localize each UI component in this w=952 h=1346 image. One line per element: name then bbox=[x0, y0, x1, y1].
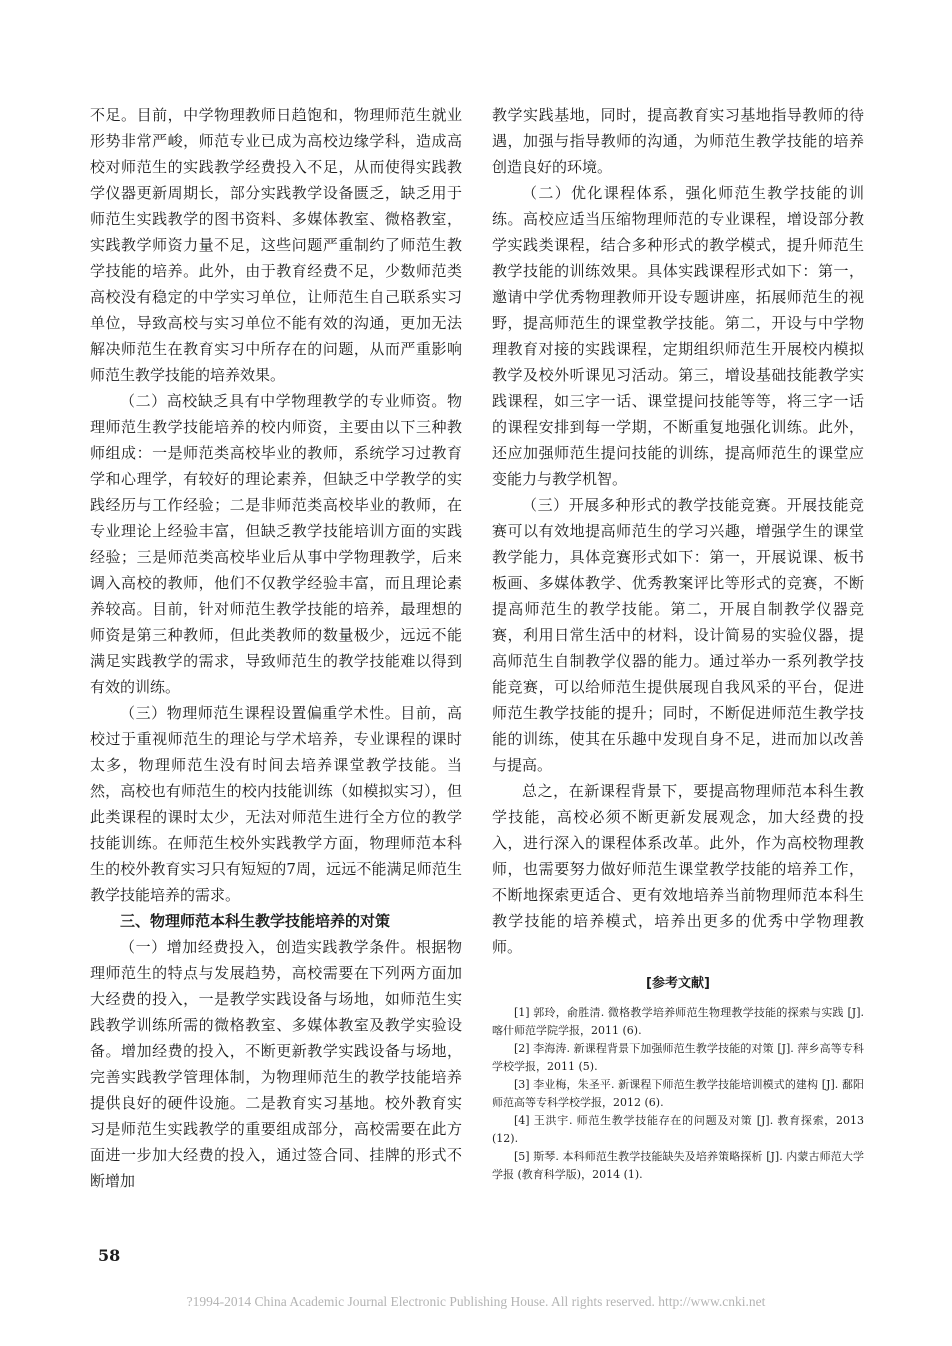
section-heading: 三、物理师范本科生教学技能培养的对策 bbox=[120, 912, 391, 930]
reference-item: [4] 王洪宇. 师范生教学技能存在的问题及对策 [J]. 教育探索，2013 (12). bbox=[492, 1114, 864, 1145]
paragraph: 教学实践基地，同时，提高教育实习基地指导教师的待遇，加强与指导教师的沟通，为师范生教学技能的培养创造良好的环境。 bbox=[492, 106, 864, 176]
copyright-footer: ?1994-2014 China Academic Journal Electronic Publishing House. All rights reserved. http://www.cnki.net bbox=[186, 1294, 766, 1309]
page-number: 58 bbox=[98, 1246, 121, 1265]
paragraph: （三）物理师范生课程设置偏重学术性。目前，高校过于重视师范生的理论与学术培养，专业课程的课时太多，物理师范生没有时间去培养课堂教学技能。当然，高校也有师范生的校内技能训练（如模拟实习），但此类课程的课时太少，无法对师范生进行全方位的教学技能训练。在师范生校外实践教学方面，物理师范本科生的校外教育实习只有短短的7周，远远不能满足师范生教学技能培养的需求。 bbox=[90, 704, 462, 904]
reference-item: [3] 李业梅，朱圣平. 新课程下师范生教学技能培训模式的建构 [J]. 鄱阳师范高等专科学校学报，2012 (6). bbox=[492, 1078, 864, 1109]
reference-item: [1] 郭玲，俞胜清. 微格教学培养师范生物理教学技能的探索与实践 [J]. 喀什师范学院学报，2011 (6). bbox=[492, 1006, 864, 1037]
paragraph: 不足。目前，中学物理教师日趋饱和，物理师范生就业形势非常严峻，师范专业已成为高校边缘学科，造成高校对师范生的实践教学经费投入不足，从而使得实践教学仪器更新周期长，部分实践教学设备匮乏，缺乏用于师范生实践教学的图书资料、多媒体教室、微格教室，实践教学师资力量不足，这些问题严重制约了师范生教学技能的培养。此外，由于教育经费不足，少数师范类高校没有稳定的中学实习单位，让师范生自己联系实习单位，导致高校与实习单位不能有效的沟通，更加无法解决师范生在教育实习中所存在的问题，从而严重影响师范生教学技能的培养效果。 bbox=[90, 106, 462, 384]
paragraph: （二）优化课程体系，强化师范生教学技能的训练。高校应适当压缩物理师范的专业课程，增设部分教学实践类课程，结合多种形式的教学模式，提升师范生教学技能的训练效果。具体实践课程形式如下：第一，邀请中学优秀物理教师开设专题讲座，拓展师范生的视野，提高师范生的课堂教学技能。第二，开设与中学物理教育对接的实践课程，定期组织师范生开展校内模拟教学及校外听课见习活动。第三，增设基础技能教学实践课程，如三字一话、课堂提问技能等等，将三字一话的课程安排到每一学期，不断重复地强化训练。此外，还应加强师范生提问技能的训练，提高师范生的课堂应变能力与教学机智。 bbox=[492, 184, 864, 488]
references-title: [参考文献] bbox=[646, 976, 710, 991]
paragraph: 总之，在新课程背景下，要提高物理师范本科生教学技能，高校必须不断更新发展观念，加大经费的投入，进行深入的课程体系改革。此外，作为高校物理教师，也需要努力做好师范生课堂教学技能的培养工作，不断地探索更适合、更有效地培养当前物理师范本科生教学技能的培养模式，培养出更多的优秀中学物理教师。 bbox=[492, 782, 864, 956]
reference-item: [2] 李海涛. 新课程背景下加强师范生教学技能的对策 [J]. 萍乡高等专科学校学报，2011 (5). bbox=[492, 1042, 864, 1073]
paragraph: （二）高校缺乏具有中学物理教学的专业师资。物理师范生教学技能培养的校内师资，主要由以下三种教师组成：一是师范类高校毕业的教师，系统学习过教育学和心理学，有较好的理论素养，但缺乏中学教学的实践经历与工作经验；二是非师范类高校毕业的教师，在专业理论上经验丰富，但缺乏教学技能培训方面的实践经验；三是师范类高校毕业后从事中学物理教学，后来调入高校的教师，他们不仅教学经验丰富，而且理论素养较高。目前，针对师范生教学技能的培养，最理想的师资是第三种教师，但此类教师的数量极少，远远不能满足实践教学的需求，导致师范生的教学技能难以得到有效的训练。 bbox=[90, 392, 462, 696]
left-column bbox=[90, 102, 462, 1194]
paragraph: （一）增加经费投入，创造实践教学条件。根据物理师范生的特点与发展趋势，高校需要在下列两方面加大经费的投入，一是教学实践设备与场地，如师范生实践教学训练所需的微格教室、多媒体教室及教学实验设备。增加经费的投入，不断更新教学实践设备与场地，完善实践教学管理体制，为物理师范生的教学技能培养提供良好的硬件设施。二是教育实习基地。校外教育实习是师范生实践教学的重要组成部分，高校需要在此方面进一步加大经费的投入，通过签合同、挂牌的形式不断增加 bbox=[90, 938, 462, 1190]
paragraph: （三）开展多种形式的教学技能竞赛。开展技能竞赛可以有效地提高师范生的学习兴趣，增强学生的课堂教学能力，具体竞赛形式如下：第一，开展说课、板书板画、多媒体教学、优秀教案评比等形式的竞赛，不断提高师范生的教学技能。第二，开展自制教学仪器竞赛，利用日常生活中的材料，设计简易的实验仪器，提高师范生自制教学仪器的能力。通过举办一系列教学技能竞赛，可以给师范生提供展现自我风采的平台，促进师范生教学技能的提升；同时，不断促进师范生教学技能的训练，使其在乐趣中发现自身不足，进而加以改善与提高。 bbox=[492, 496, 864, 774]
references-list bbox=[492, 1004, 864, 1184]
right-column bbox=[492, 102, 864, 1184]
reference-item: [5] 斯琴. 本科师范生教学技能缺失及培养策略探析 [J]. 内蒙古师范大学学报 (教育科学版)，2014 (1). bbox=[492, 1150, 864, 1181]
